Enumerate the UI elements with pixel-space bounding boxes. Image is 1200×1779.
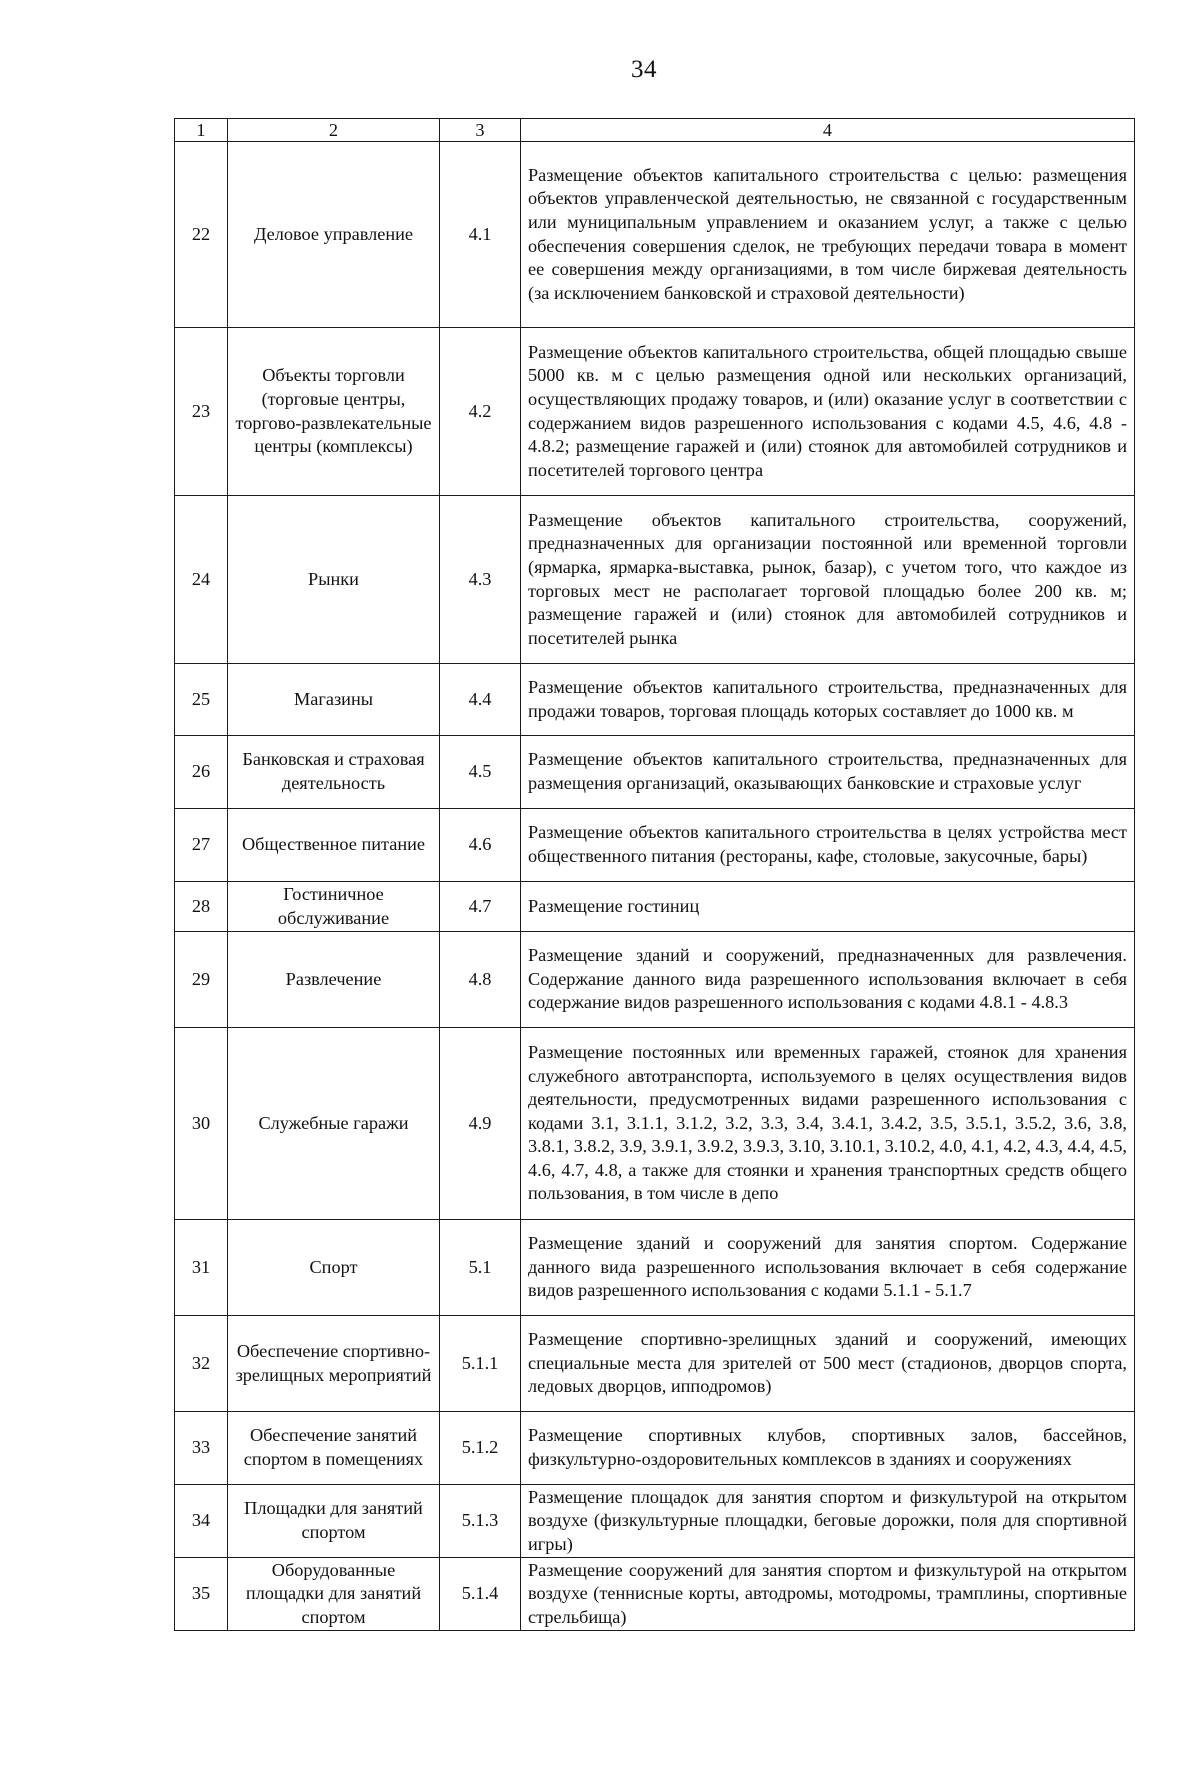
use-type-name: Служебные гаражи: [228, 1028, 440, 1220]
use-type-code: 4.8: [440, 932, 521, 1028]
use-type-code: 4.5: [440, 736, 521, 809]
table-row: [175, 328, 1135, 496]
land-use-table: [174, 118, 1135, 1631]
table-body: [175, 119, 1135, 1631]
header-col-3: 3: [440, 119, 521, 142]
use-type-name: Рынки: [228, 496, 440, 664]
table-row: [175, 809, 1135, 882]
use-type-description: Размещение объектов капитального строительства в целях устройства мест общественного питания (рестораны, кафе, столовые, закусочные, бары): [521, 809, 1135, 882]
use-type-description: Размещение постоянных или временных гаражей, стоянок для хранения служебного автотранспорта, используемого в целях осуществления видов деятельности, предусмотренных видами разрешенного использования с кодами 3.1, 3.1.1, 3.1.2, 3.2, 3.3, 3.4, 3.4.1, 3.4.2, 3.5, 3.5.1, 3.5.2, 3.6, 3.8, 3.8.1, 3.8.2, 3.9, 3.9.1, 3.9.2, 3.9.3, 3.10, 3.10.1, 3.10.2, 4.0, 4.1, 4.2, 4.3, 4.4, 4.5, 4.6, 4.7, 4.8, а также для стоянки и хранения транспортных средств общего пользования, в том числе в депо: [521, 1028, 1135, 1220]
table-row: [175, 142, 1135, 328]
use-type-description: Размещение гостиниц: [521, 882, 1135, 932]
table-header-row: [175, 119, 1135, 142]
use-type-name: Деловое управление: [228, 142, 440, 328]
header-col-1: 1: [175, 119, 228, 142]
use-type-name: Спорт: [228, 1220, 440, 1316]
page-number: 34: [631, 56, 657, 83]
use-type-description: Размещение объектов капитального строительства, предназначенных для продажи товаров, торговая площадь которых составляет до 1000 кв. м: [521, 664, 1135, 736]
use-type-description: Размещение зданий и сооружений, предназначенных для развлечения. Содержание данного вида разрешенного использования включает в себя содержание видов разрешенного использования с кодами 4.8.1 - 4.8.3: [521, 932, 1135, 1028]
use-type-code: 5.1.1: [440, 1316, 521, 1412]
table-row: [175, 1558, 1135, 1631]
row-number: 35: [175, 1558, 228, 1631]
header-col-4: 4: [521, 119, 1135, 142]
use-type-code: 5.1.4: [440, 1558, 521, 1631]
row-number: 31: [175, 1220, 228, 1316]
table-row: [175, 932, 1135, 1028]
use-type-name: Гостиничное обслуживание: [228, 882, 440, 932]
use-type-name: Объекты торговли (торговые центры, торгово-развлекательные центры (комплексы): [228, 328, 440, 496]
row-number: 29: [175, 932, 228, 1028]
use-type-name: Площадки для занятий спортом: [228, 1485, 440, 1558]
use-type-code: 4.3: [440, 496, 521, 664]
use-type-name: Магазины: [228, 664, 440, 736]
use-type-name: Развлечение: [228, 932, 440, 1028]
row-number: 33: [175, 1412, 228, 1485]
use-type-code: 5.1.3: [440, 1485, 521, 1558]
use-type-description: Размещение зданий и сооружений для занятия спортом. Содержание данного вида разрешенного использования включает в себя содержание видов разрешенного использования с кодами 5.1.1 - 5.1.7: [521, 1220, 1135, 1316]
use-type-code: 4.7: [440, 882, 521, 932]
use-type-name: Обеспечение занятий спортом в помещениях: [228, 1412, 440, 1485]
use-type-name: Оборудованные площадки для занятий спортом: [228, 1558, 440, 1631]
row-number: 28: [175, 882, 228, 932]
table-row: [175, 736, 1135, 809]
use-type-name: Банковская и страховая деятельность: [228, 736, 440, 809]
use-type-description: Размещение объектов капитального строительства, сооружений, предназначенных для организации постоянной или временной торговли (ярмарка, ярмарка-выставка, рынок, базар), с учетом того, что каждое из торговых мест не располагает торговой площадью более 200 кв. м; размещение гаражей и (или) стоянок для автомобилей сотрудников и посетителей рынка: [521, 496, 1135, 664]
use-type-code: 4.6: [440, 809, 521, 882]
table-row: [175, 496, 1135, 664]
row-number: 27: [175, 809, 228, 882]
use-type-code: 5.1: [440, 1220, 521, 1316]
use-type-code: 4.1: [440, 142, 521, 328]
use-type-description: Размещение сооружений для занятия спортом и физкультурой на открытом воздухе (теннисные корты, автодромы, мотодромы, трамплины, спортивные стрельбища): [521, 1558, 1135, 1631]
table-row: [175, 1028, 1135, 1220]
use-type-code: 4.4: [440, 664, 521, 736]
header-col-2: 2: [228, 119, 440, 142]
table-row: [175, 1412, 1135, 1485]
row-number: 30: [175, 1028, 228, 1220]
table-row: [175, 1485, 1135, 1558]
row-number: 24: [175, 496, 228, 664]
row-number: 26: [175, 736, 228, 809]
use-type-name: Обеспечение спортивно-зрелищных мероприятий: [228, 1316, 440, 1412]
table-row: [175, 882, 1135, 932]
row-number: 23: [175, 328, 228, 496]
use-type-code: 5.1.2: [440, 1412, 521, 1485]
table-row: [175, 1316, 1135, 1412]
use-type-description: Размещение площадок для занятия спортом и физкультурой на открытом воздухе (физкультурные площадки, беговые дорожки, поля для спортивной игры): [521, 1485, 1135, 1558]
use-type-description: Размещение объектов капитального строительства с целью: размещения объектов управленческой деятельностью, не связанной с государственным или муниципальным управлением и оказанием услуг, а также с целью обеспечения совершения сделок, не требующих передачи товара в момент ее совершения между организациями, в том числе биржевая деятельность (за исключением банковской и страховой деятельности): [521, 142, 1135, 328]
row-number: 34: [175, 1485, 228, 1558]
use-type-description: Размещение спортивных клубов, спортивных залов, бассейнов, физкультурно-оздоровительных комплексов в зданиях и сооружениях: [521, 1412, 1135, 1485]
row-number: 25: [175, 664, 228, 736]
row-number: 22: [175, 142, 228, 328]
use-type-code: 4.9: [440, 1028, 521, 1220]
use-type-description: Размещение спортивно-зрелищных зданий и сооружений, имеющих специальные места для зрителей от 500 мест (стадионов, дворцов спорта, ледовых дворцов, ипподромов): [521, 1316, 1135, 1412]
row-number: 32: [175, 1316, 228, 1412]
table-row: [175, 1220, 1135, 1316]
use-type-description: Размещение объектов капитального строительства, предназначенных для размещения организаций, оказывающих банковские и страховые услуг: [521, 736, 1135, 809]
use-type-code: 4.2: [440, 328, 521, 496]
table-row: [175, 664, 1135, 736]
use-type-name: Общественное питание: [228, 809, 440, 882]
use-type-description: Размещение объектов капитального строительства, общей площадью свыше 5000 кв. м с целью размещения одной или нескольких организаций, осуществляющих продажу товаров, и (или) оказание услуг в соответствии с содержанием видов разрешенного использования с кодами 4.5, 4.6, 4.8 - 4.8.2; размещение гаражей и (или) стоянок для автомобилей сотрудников и посетителей торгового центра: [521, 328, 1135, 496]
